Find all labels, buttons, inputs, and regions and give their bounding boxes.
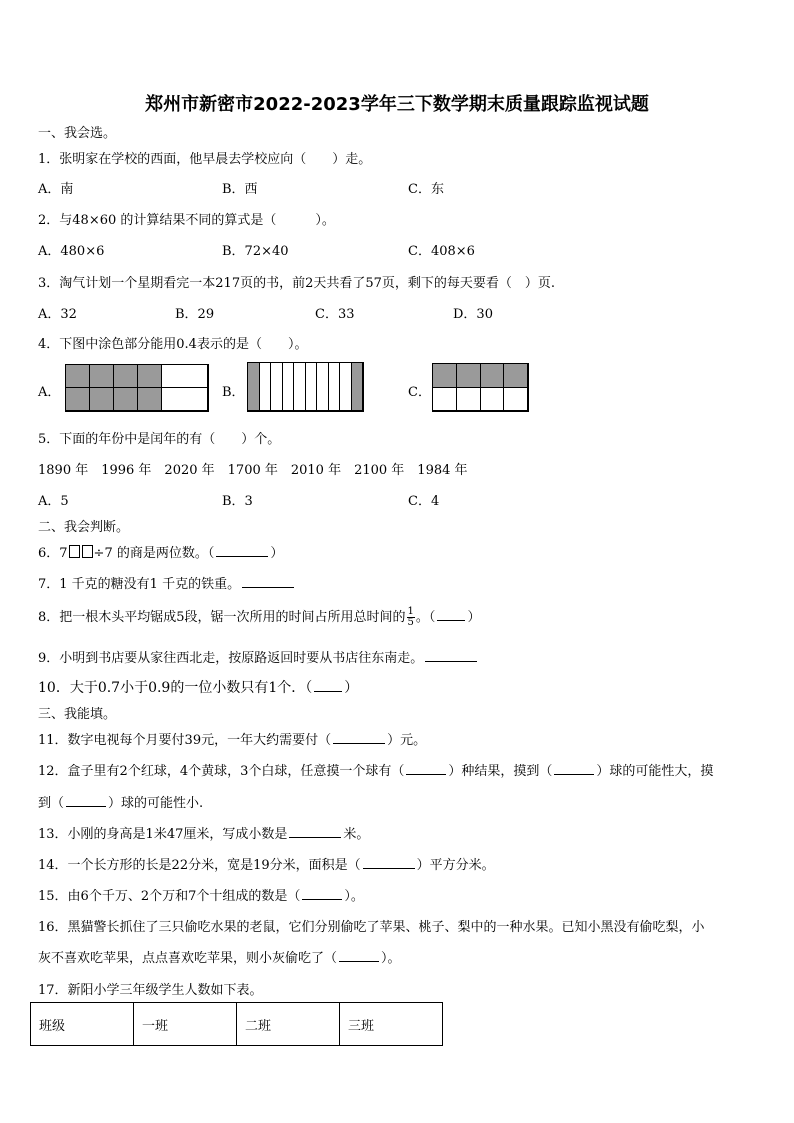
q16-end: ）。 [381, 951, 401, 966]
section-heading-3: 三、我能填。 [38, 707, 117, 722]
answer-blank[interactable] [437, 608, 465, 621]
q11-end: ）元。 [387, 733, 427, 748]
q3-option-d: D．30 [453, 307, 493, 322]
q13-end: 米。 [343, 827, 370, 842]
question-11 [38, 729, 426, 748]
section-heading-1: 一、我会选。 [38, 126, 117, 141]
q11-text: 11．数字电视每个月要付39元，一年大约需要付（ [38, 733, 332, 748]
answer-blank[interactable] [425, 649, 477, 662]
answer-blank[interactable] [242, 575, 294, 588]
q3-option-a: A．32 [38, 307, 77, 322]
question-13 [38, 823, 369, 842]
q9-text: 9．小明到书店要从家往西北走，按原路返回时要从书店往东南走。 [38, 651, 424, 666]
q10-text: 10．大于0.7小于0.9的一位小数只有1个．（ [38, 680, 313, 696]
question-4: 4．下图中涂色部分能用0.4表示的是（ ）。 [38, 337, 308, 352]
answer-blank[interactable] [339, 949, 379, 962]
question-5: 5．下面的年份中是闰年的有（ ）个。 [38, 432, 281, 447]
q12-text-e: ）球的可能性小. [108, 796, 204, 811]
q14-end: ）平方分米。 [416, 858, 495, 873]
digit-box [69, 545, 80, 558]
q12-text-a: 12．盒子里有2个红球，4个黄球，3个白球，任意摸一个球有（ [38, 764, 405, 779]
answer-blank[interactable] [333, 731, 385, 744]
q1-option-b: B．西 [222, 182, 258, 197]
question-6 [38, 542, 283, 561]
table-cell: 三班 [340, 1003, 443, 1046]
question-7 [38, 573, 296, 592]
table-cell: 一班 [134, 1003, 237, 1046]
question-1: 1．张明家在学校的西面，他早晨去学校应向（ ）走。 [38, 152, 372, 167]
answer-blank[interactable] [554, 762, 594, 775]
table-cell: 班级 [31, 1003, 134, 1046]
fraction [407, 607, 415, 628]
q14-text: 14．一个长方形的长是22分米，宽是19分米，面积是（ [38, 858, 361, 873]
q2-option-b: B．72×40 [222, 244, 289, 259]
q5-years: 1890 年 1996 年 2020 年 1700 年 2010 年 2100 年 1984 年 [38, 463, 468, 478]
fraction-denominator: 5 [407, 617, 414, 628]
q1-option-c: C．东 [408, 182, 444, 197]
answer-blank[interactable] [66, 794, 106, 807]
q13-text: 13．小刚的身高是1米47厘米，写成小数是 [38, 827, 288, 842]
answer-blank[interactable] [314, 679, 342, 692]
section-heading-2: 二、我会判断。 [38, 520, 130, 535]
q15-text: 15．由6个千万、2个万和7个十组成的数是（ [38, 889, 301, 904]
q8-text: 8．把一根木头平均锯成5段，锯一次所用的时间占所用总时间的 [38, 610, 406, 625]
question-8 [38, 606, 480, 628]
q5-option-b: B．3 [222, 494, 253, 509]
question-14 [38, 854, 495, 873]
answer-blank[interactable] [406, 762, 446, 775]
q5-option-c: C．4 [408, 494, 440, 509]
q12-text-b: ）种结果，摸到（ [448, 764, 553, 779]
question-2: 2．与48×60 的计算结果不同的算式是（ ）。 [38, 213, 335, 228]
q2-option-c: C．408×6 [408, 244, 475, 259]
question-9 [38, 647, 479, 666]
q3-option-b: B．29 [175, 307, 215, 322]
question-3: 3．淘气计划一个星期看完一本217页的书，前2天共看了57页，剩下的每天要看（ ）页. [38, 276, 556, 291]
q4-figure-b [247, 362, 364, 412]
question-16-line-1: 16．黑猫警长抓住了三只偷吃水果的老鼠，它们分别偷吃了苹果、桃子、梨中的一种水果。已知小黑没有偷吃梨，小 [38, 920, 705, 935]
question-17: 17．新阳小学三年级学生人数如下表。 [38, 983, 263, 998]
answer-blank[interactable] [216, 544, 268, 557]
class-size-table [30, 1002, 443, 1046]
question-12-line-1 [38, 760, 713, 779]
question-15 [38, 885, 364, 904]
question-10 [38, 677, 358, 697]
q1-option-a: A．南 [38, 182, 74, 197]
q4-option-b: B． [222, 385, 245, 400]
fraction-numerator: 1 [407, 606, 414, 617]
q3-option-c: C．33 [315, 307, 355, 322]
q4-option-a: A． [38, 385, 61, 400]
digit-box [82, 545, 93, 558]
table-row [31, 1003, 443, 1046]
answer-blank[interactable] [289, 825, 341, 838]
table-cell: 二班 [237, 1003, 340, 1046]
q10-end: ） [344, 680, 359, 696]
q12-text-c: ）球的可能性大，摸 [596, 764, 714, 779]
answer-blank[interactable] [363, 856, 415, 869]
page-title: 郑州市新密市2022-2023学年三下数学期末质量跟踪监视试题 [145, 94, 649, 115]
q6-prefix: 6．7 [38, 546, 68, 561]
q8-end-open: 。（ [415, 610, 436, 625]
q4-figure-a [65, 364, 209, 412]
q7-text: 7．1 千克的糖没有1 千克的铁重。 [38, 577, 241, 592]
q2-option-a: A．480×6 [38, 244, 105, 259]
q6-suffix: ÷7 的商是两位数。（ [93, 546, 215, 561]
q16-text: 灰不喜欢吃苹果，点点喜欢吃苹果，则小灰偷吃了（ [38, 951, 338, 966]
answer-blank[interactable] [302, 887, 342, 900]
q15-end: ）。 [344, 889, 364, 904]
question-12-line-2 [38, 792, 203, 811]
q4-option-c: C． [408, 385, 431, 400]
q4-figure-c [432, 363, 529, 412]
q5-option-a: A．5 [38, 494, 69, 509]
q6-end: ） [270, 546, 284, 561]
q12-text-d: 到（ [38, 796, 65, 811]
question-16-line-2 [38, 947, 401, 966]
q8-end-close: ） [467, 610, 481, 625]
